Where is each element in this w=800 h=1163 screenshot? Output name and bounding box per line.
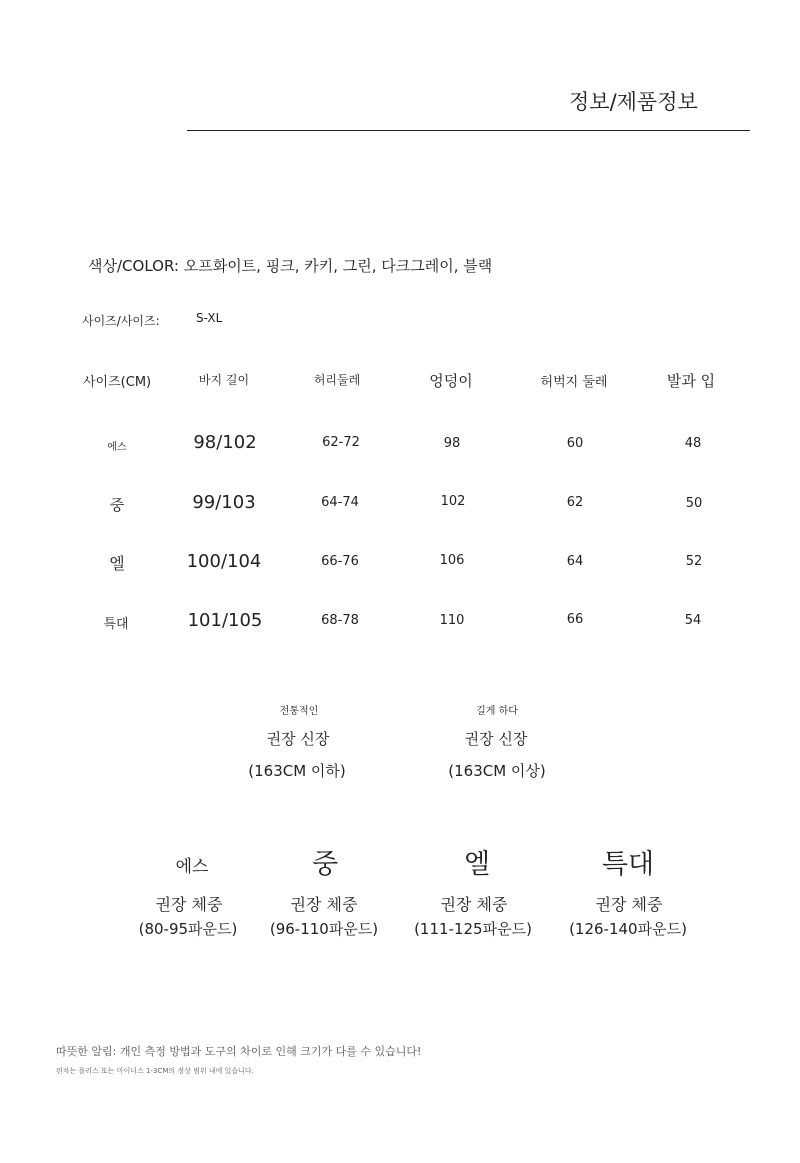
table-cell-thigh: 62 [566,495,584,510]
page-title: 정보/제품정보 [569,90,698,114]
height-range-regular: (163CM 이하) [248,762,346,780]
table-cell-hem: 52 [685,554,703,569]
table-cell-thigh: 66 [566,612,584,627]
table-cell-waist: 62-72 [322,435,360,450]
weight-range-m: (96-110파운드) [269,920,379,938]
table-cell-hem: 54 [684,613,702,628]
height-range-long: (163CM 이상) [448,762,546,780]
weight-range-l: (111-125파운드) [414,920,532,938]
color-options: 색상/COLOR: 오프화이트, 핑크, 카키, 그린, 다크그레이, 블랙 [88,257,493,275]
table-header-length: 바지 길이 [198,373,250,387]
table-cell-hem: 50 [685,496,703,511]
weight-label-xl: 권장 체중 [595,895,663,914]
table-cell-size: 특대 [103,617,129,632]
weight-label-s: 권장 체중 [155,895,223,914]
table-cell-length: 98/102 [193,432,257,453]
weight-range-s: (80-95파운드) [138,920,238,938]
table-cell-thigh: 60 [566,436,584,451]
table-cell-hip: 110 [439,613,465,628]
table-header-waist: 허리둘레 [313,373,361,387]
table-cell-waist: 64-74 [321,495,359,510]
weight-size-l: 엘 [463,849,491,880]
table-header-size: 사이즈(CM) [83,375,152,390]
table-cell-hip: 106 [439,553,465,568]
weight-size-s: 에스 [175,857,209,877]
table-cell-hip: 98 [443,436,461,451]
weight-range-xl: (126-140파운드) [569,920,687,938]
table-cell-size: 엘 [109,554,125,573]
height-label-long: 권장 신장 [464,730,528,748]
measurement-notice: 따뜻한 알림: 개인 측정 방법과 도구의 차이로 인해 크기가 다를 수 있습니다! [56,1045,422,1058]
table-cell-size: 중 [109,496,125,514]
size-range-value: S-XL [196,311,223,325]
table-cell-length: 101/105 [187,610,263,631]
weight-size-m: 중 [311,849,339,880]
weight-label-l: 권장 체중 [440,895,508,914]
table-cell-hem: 48 [684,436,702,451]
size-range-label: 사이즈/사이즈: [82,314,160,328]
weight-label-m: 권장 체중 [290,895,358,914]
height-label-regular: 권장 신장 [266,730,330,748]
table-cell-length: 100/104 [186,551,262,572]
tolerance-notice: 편차는 플러스 또는 마이너스 1-3CM의 정상 범위 내에 있습니다. [56,1067,254,1075]
table-header-hip: 엉덩이 [429,372,473,390]
table-cell-thigh: 64 [566,554,584,569]
weight-size-xl: 특대 [601,849,655,880]
table-cell-size: 에스 [107,442,127,453]
height-type-long: 길게 하다 [476,706,518,717]
title-divider [187,130,750,131]
table-header-thigh: 허벅지 둘레 [540,375,608,390]
table-cell-hip: 102 [440,494,466,509]
table-cell-waist: 68-78 [321,613,359,628]
table-header-hem: 발과 입 [666,372,716,390]
table-cell-waist: 66-76 [321,554,359,569]
table-cell-length: 99/103 [192,492,256,513]
height-type-regular: 전통적인 [279,706,319,717]
